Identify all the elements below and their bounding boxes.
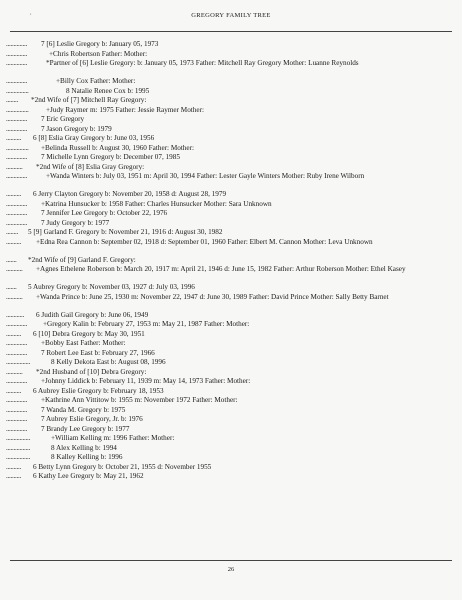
genealogy-entry [0, 228, 462, 238]
leader-dots: ................ [6, 358, 30, 366]
genealogy-entry [0, 311, 462, 321]
leader-dots: .............. [6, 115, 27, 123]
genealogy-entry [0, 415, 462, 425]
genealogy-entry [0, 144, 462, 154]
genealogy-entry [0, 153, 462, 163]
entry-text: 7 Eric Gregory [41, 115, 85, 123]
genealogy-entry [0, 163, 462, 173]
entry-text: 6 Aubrey Eslie Gregory b: February 18, 1953 [33, 386, 164, 395]
entry-text: +Bobby East Father: Mother: [41, 339, 126, 347]
entry-text: +Katrina Hunsucker b: 1958 Father: Charles Hunsucker Mother: Sara Unknown [41, 199, 272, 208]
genealogy-entry [0, 425, 462, 435]
leader-dots: .............. [6, 172, 27, 180]
entry-text: 5 [9] Garland F. Gregory b: November 21, 1916 d: August 30, 1982 [28, 228, 223, 236]
leader-dots: .............. [6, 424, 27, 433]
genealogy-entry [0, 444, 462, 454]
entry-text: 7 Judy Gregory b: 1977 [41, 218, 110, 227]
entry-text: *2nd Wife of [9] Garland F. Gregory: [28, 255, 136, 264]
genealogy-entry [0, 172, 462, 190]
entry-text: 8 Kalley Kelling b: 1996 [51, 453, 123, 461]
entry-text: +Johnny Liddick b: February 11, 1939 m: May 14, 1973 Father: Mother: [41, 377, 251, 385]
genealogy-entry [0, 396, 462, 406]
entry-text: +Wanda Prince b: June 25, 1930 m: November 22, 1947 d: June 30, 1989 Father: David Prince Mother: Sally Betty Barnet [36, 292, 389, 301]
entry-text: +Belinda Russell b: August 30, 1960 Father: Mother: [41, 143, 194, 152]
genealogy-entry [0, 387, 462, 397]
entry-text: +William Kelling m: 1996 Father: Mother: [51, 434, 175, 442]
entry-text: 7 Robert Lee East b: February 27, 1966 [41, 348, 155, 357]
page-title: GREGORY FAMILY TREE [191, 12, 271, 19]
entry-text: 7 Brandy Lee Gregory b: 1977 [41, 424, 130, 433]
entry-text: 7 Michelle Lynn Gregory b: December 07, 1985 [41, 153, 180, 161]
entry-text: *2nd Wife of [8] Eslia Gray Gregory: [36, 162, 145, 171]
leader-dots: .............. [6, 218, 27, 227]
leader-dots: ................ [6, 453, 30, 461]
genealogy-entry [0, 453, 462, 463]
genealogy-entry [0, 320, 462, 330]
leader-dots: .............. [6, 415, 27, 423]
genealogy-entry [0, 358, 462, 368]
entry-text: +Edna Rea Cannon b: September 02, 1918 d: September 01, 1960 Father: Elbert M. Cannon Mother: Leva Unknown [36, 237, 373, 246]
leader-dots: .............. [6, 209, 27, 217]
leader-dots: .............. [6, 59, 27, 67]
entry-text: +Wanda Winters b: July 03, 1951 m: April 30, 1994 Father: Lester Gayle Winters Mother: Ruby Irene Wilborn [46, 172, 365, 180]
entry-text: 8 Natalie Renee Cox b: 1995 [66, 86, 150, 95]
genealogy-entry [0, 368, 462, 378]
genealogy-entry [0, 209, 462, 219]
leader-dots: .......... [6, 329, 21, 338]
genealogy-entry [0, 59, 462, 77]
genealogy-entry [0, 219, 462, 229]
leader-dots: .............. [6, 124, 27, 133]
entry-text: +Agnes Ethelene Roberson b: March 20, 1917 m: April 21, 1946 d: June 15, 1982 Father: Arthur Roberson Mother: Ethel Kasey [36, 265, 406, 273]
genealogy-entry [0, 463, 462, 473]
genealogy-entry [0, 293, 462, 311]
leader-dots: .............. [6, 348, 27, 357]
leader-dots: ............... [6, 143, 29, 152]
genealogy-entry [0, 238, 462, 256]
leader-dots: .......... [6, 462, 21, 471]
entry-text: +Chris Robertson Father: Mother: [49, 49, 148, 58]
genealogy-entry [0, 40, 462, 50]
entry-text: 7 Aubrey Eslie Gregory, Jr. b: 1976 [41, 415, 143, 423]
genealogy-entry [0, 115, 462, 125]
genealogy-entry [0, 283, 462, 293]
entry-text: *2nd Wife of [7] Mitchell Ray Gregory: [31, 96, 147, 104]
entry-text: +Judy Raymer m: 1975 Father: Jessie Raymer Mother: [46, 105, 204, 114]
leader-dots: ........... [6, 265, 23, 273]
leader-dots: .............. [6, 320, 27, 328]
leader-dots: .............. [6, 153, 27, 161]
leader-dots: ............... [6, 105, 29, 114]
entry-text: 8 Alex Kelling b: 1994 [51, 443, 117, 452]
entry-text: 6 Jerry Clayton Gregory b: November 20, 1958 d: August 28, 1979 [33, 190, 227, 198]
leader-dots: .......... [6, 134, 21, 142]
entry-text: 7 [6] Leslie Gregory b: January 05, 1973 [41, 40, 159, 48]
genealogy-entry [0, 406, 462, 416]
entry-text: 6 [10] Debra Gregory b: May 30, 1951 [33, 329, 145, 338]
leader-dots: ........... [6, 292, 23, 301]
entry-text: 8 Kelly Dekota East b: August 08, 1996 [51, 358, 166, 366]
genealogy-entry [0, 472, 462, 482]
entry-text: *Partner of [6] Leslie Gregory: b: January 05, 1973 Father: Mitchell Ray Gregory Mother: Luanne Reynolds [46, 59, 359, 67]
genealogy-entry [0, 77, 462, 87]
entry-text: +Billy Cox Father: Mother: [56, 77, 136, 85]
leader-dots: .............. [6, 377, 27, 385]
leader-dots: .............. [6, 77, 27, 85]
entry-text: 6 Betty Lynn Gregory b: October 21, 1955 d: November 1955 [33, 462, 212, 471]
leader-dots: .............. [6, 40, 27, 48]
genealogy-entry [0, 377, 462, 387]
genealogy-entry [0, 265, 462, 283]
leader-dots: ................ [6, 443, 30, 452]
leader-dots: .............. [6, 49, 27, 58]
genealogy-entry [0, 106, 462, 116]
genealogy-entry [0, 200, 462, 210]
entry-text: 6 Judith Gail Gregory b: June 06, 1949 [36, 310, 149, 319]
entry-text: 7 Jennifer Lee Gregory b: October 22, 1976 [41, 209, 168, 217]
entry-list [0, 40, 462, 482]
entry-text: *2nd Husband of [10] Debra Gregory: [36, 367, 147, 376]
entry-text: +Gregory Kalin b: February 27, 1953 m: May 21, 1987 Father: Mother: [43, 320, 250, 328]
genealogy-entry [0, 330, 462, 340]
leader-dots: ............ [6, 310, 24, 319]
leader-dots: ........ [6, 228, 18, 236]
leader-dots: ....... [6, 255, 17, 264]
entry-text: 6 [8] Eslia Gray Gregory b: June 03, 1956 [33, 134, 155, 142]
genealogy-entry [0, 434, 462, 444]
stray-mark: , [30, 10, 32, 16]
genealogy-entry [0, 50, 462, 60]
leader-dots: .......... [6, 472, 21, 480]
entry-text: +Kathrine Ann Vittitow b: 1955 m: November 1972 Father: Mother: [41, 396, 238, 404]
entry-text: 5 Aubrey Gregory b: November 03, 1927 d: July 03, 1996 [28, 283, 195, 291]
genealogy-entry [0, 96, 462, 106]
leader-dots: .............. [6, 339, 27, 347]
leader-dots: .............. [6, 199, 27, 208]
leader-dots: .......... [6, 190, 21, 198]
genealogy-entry [0, 339, 462, 349]
leader-dots: ............... [6, 86, 29, 95]
entry-text: 6 Kathy Lee Gregory b: May 21, 1962 [33, 472, 144, 480]
leader-dots: ................ [6, 434, 30, 442]
leader-dots: .......... [6, 386, 21, 395]
footer-divider [10, 560, 452, 561]
genealogy-entry [0, 190, 462, 200]
entry-text: 7 Jason Gregory b: 1979 [41, 124, 112, 133]
genealogy-entry [0, 134, 462, 144]
leader-dots: ........... [6, 162, 23, 171]
leader-dots: ....... [6, 283, 17, 291]
genealogy-entry [0, 256, 462, 266]
genealogy-entry [0, 87, 462, 97]
leader-dots: ........ [6, 96, 18, 104]
page-number: 26 [227, 566, 235, 573]
header-divider [10, 31, 452, 32]
entry-text: 7 Wanda M. Gregory b: 1975 [41, 405, 126, 414]
leader-dots: .......... [6, 237, 21, 246]
genealogy-entry [0, 125, 462, 135]
genealogy-entry [0, 349, 462, 359]
leader-dots: .............. [6, 396, 27, 404]
leader-dots: .............. [6, 405, 27, 414]
leader-dots: ........... [6, 367, 23, 376]
